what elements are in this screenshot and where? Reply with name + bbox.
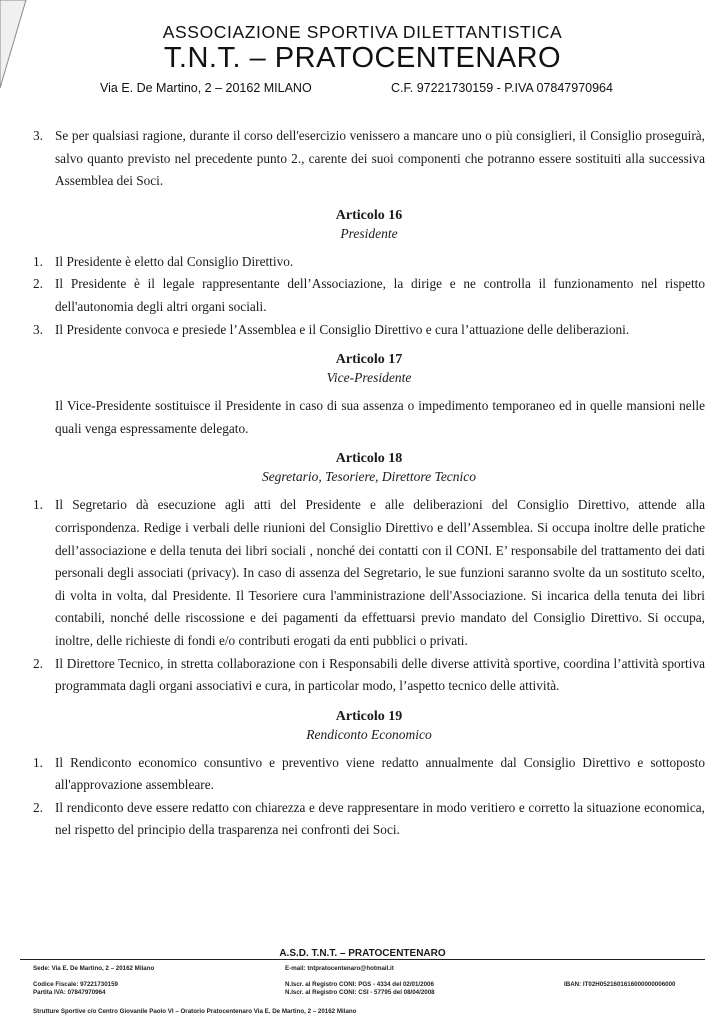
item-text: Il Rendiconto economico consuntivo e preventivo viene redatto annualmente dal Consiglio Direttivo e sottoposto all'approvazione assembleare.: [55, 754, 705, 793]
list-item: [33, 319, 705, 342]
footer-partita-iva: Partita IVA: 07847970964: [33, 989, 106, 996]
item-number: 2.: [33, 276, 43, 292]
article-19-heading: [33, 708, 705, 744]
item-number: 1.: [33, 497, 43, 513]
article-16-heading: [33, 207, 705, 243]
footer-registro-pgs: N.Iscr. al Registro CONI: PGS - 4334 del 02/01/2006: [285, 981, 434, 988]
article-number: Articolo 18: [335, 451, 403, 467]
footer-title: A.S.D. T.N.T. – PRATOCENTENARO: [279, 948, 446, 959]
item-text: Il Presidente è il legale rappresentante dell’Associazione, la dirige e ne controlla il funzionamento nel rispetto dell'autonomia degli altri organi sociali.: [55, 276, 705, 314]
statute-body: [33, 125, 705, 842]
article-number: Articolo 16: [335, 207, 403, 223]
item-text: Il rendiconto deve essere redatto con chiarezza e deve rappresentare in modo veritiero e corretto la situazione economica, nel rispetto del principio della trasparenza nei confronti dei Soci.: [55, 799, 705, 838]
association-address: Via E. De Martino, 2 – 20162 MILANO: [100, 81, 312, 95]
list-item: [33, 251, 705, 274]
list-item: [33, 494, 705, 652]
footer-strutture: Strutture Sportive c/o Centro Giovanile Paolo VI – Oratorio Pratocentenaro Via E. De Martino, 2 – 20162 Milano: [33, 1008, 357, 1015]
item-number: 3.: [33, 321, 43, 337]
footer-iban: IBAN: IT02H0521601616000000006000: [564, 981, 676, 988]
item-number: 1.: [33, 253, 43, 269]
item-text: Il Presidente è eletto dal Consiglio Direttivo.: [55, 253, 294, 269]
footer-codice-fiscale: Codice Fiscale: 97221730159: [33, 981, 118, 988]
article-number: Articolo 19: [335, 708, 403, 724]
list-item: [33, 797, 705, 842]
list-item: [33, 653, 705, 698]
list-item: [33, 752, 705, 797]
item-text: Se per qualsiasi ragione, durante il corso dell'esercizio venissero a mancare uno o più consiglieri, il Consiglio proseguirà, salvo quanto previsto nel precedente punto 2., carente dei suoi componenti che potranno essere sostituiti alla successiva Assemblea dei Soci.: [55, 128, 705, 189]
item-number: 3.: [33, 128, 43, 143]
footer-divider: [20, 959, 705, 960]
item-number: 1.: [33, 754, 43, 770]
item-text: Il Segretario dà esecuzione agli atti del Presidente e alle deliberazioni del Consiglio Direttivo, attende alla corrispondenza. Redige i verbali delle riunioni del Consiglio Direttivo e dell’Assemblea. Si occupa inoltre delle pratiche dell’associazione e della tenuta dei libri sociali , nonché dei contatti con il CONI. E’ responsabile del trattamento dei dati personali degli associati (privacy). In caso di assenza del Segretario, le sue funzioni saranno svolte da un sostituto scelto, di volta in volta, dal Presidente. Il Tesoriere cura l'amministrazione dell'Associazione. Si incarica della tenuta dei libri contabili, nonché delle riscossione e dei pagamenti da effettuarsi previo mandato del Consiglio Direttivo. Si occupa, inoltre, delle richieste di fondi e/o contributi erogati da enti pubblici o privati.: [55, 497, 705, 648]
article-number: Articolo 17: [335, 352, 403, 368]
association-type: ASSOCIAZIONE SPORTIVA DILETTANTISTICA: [162, 22, 563, 42]
article-title: Segretario, Tesoriere, Direttore Tecnico: [261, 469, 477, 485]
association-fiscal-codes: C.F. 97221730159 - P.IVA 07847970964: [391, 81, 613, 95]
association-name: T.N.T. – PRATOCENTENARO: [163, 42, 562, 74]
article-paragraph: Il Vice-Presidente sostituisce il Presidente in caso di sua assenza o impedimento temporaneo ed in quelle mansioni nelle quali venga espressamente delegato.: [55, 398, 705, 436]
page-footer: [0, 948, 725, 1024]
article-title: Presidente: [340, 225, 398, 241]
footer-registro-csi: N.Iscr. al Registro CONI: CSI - 57795 del 08/04/2008: [285, 989, 435, 996]
footer-email: E-mail: tntpratocentenaro@hotmail.it: [285, 965, 394, 972]
article-17-heading: [33, 351, 705, 387]
footer-sede: Sede: Via E. De Martino, 2 – 20162 Milano: [33, 965, 155, 972]
list-item: [33, 273, 705, 318]
item-number: 2.: [33, 655, 43, 671]
item-text: Il Presidente convoca e presiede l’Assemblea e il Consiglio Direttivo e cura l’attuazione delle deliberazioni.: [55, 321, 630, 337]
article-title: Rendiconto Economico: [306, 726, 432, 742]
article-18-heading: [33, 450, 705, 486]
item-text: Il Direttore Tecnico, in stretta collaborazione con i Responsabili delle diverse attività sportive, coordina l’attività sportiva programmata dagli organi associativi e cura, in particolar modo, l’aspetto tecnico delle attività.: [55, 655, 705, 694]
list-item: [33, 125, 705, 193]
article-title: Vice-Presidente: [326, 370, 412, 386]
letterhead: [0, 0, 725, 100]
item-number: 2.: [33, 799, 43, 815]
